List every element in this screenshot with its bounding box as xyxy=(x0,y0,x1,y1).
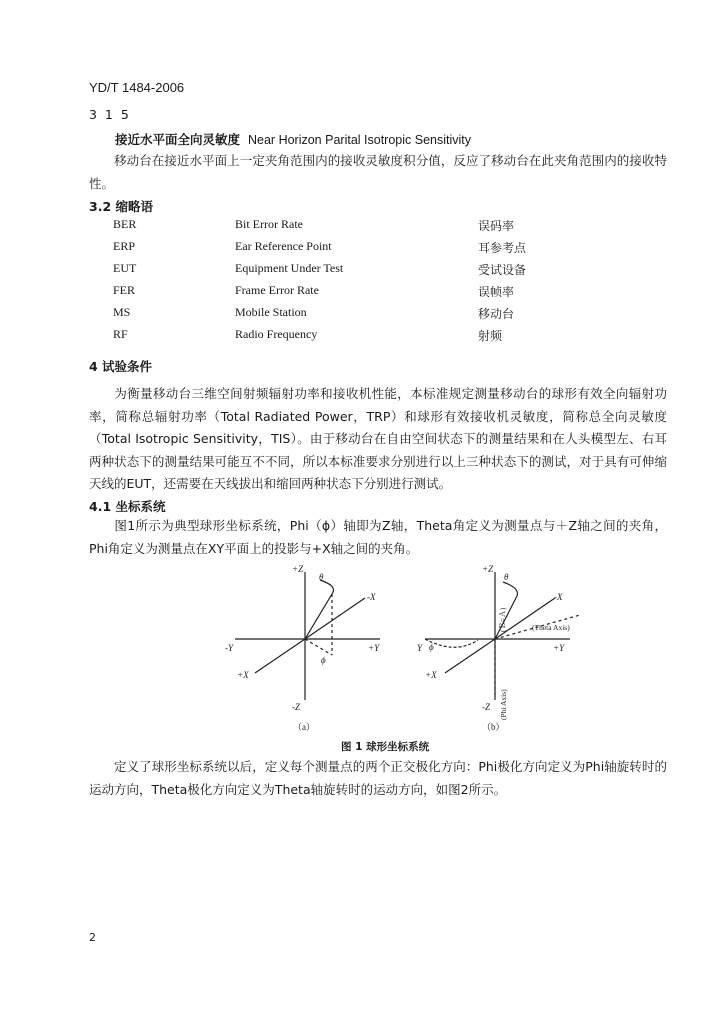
label-mx: -X xyxy=(554,592,563,602)
panel-b-label: （b） xyxy=(482,722,505,732)
paragraph-3-1-5 xyxy=(89,150,667,195)
abbreviation-chinese: 耳参考点 xyxy=(478,241,527,255)
label-mz: -Z xyxy=(292,702,301,712)
paragraph-closing xyxy=(89,756,667,801)
x-axis-pos xyxy=(255,639,305,673)
figure-1-diagram xyxy=(220,560,600,740)
abbreviation-full-name: Ear Reference Point xyxy=(235,239,332,253)
section-heading-4: 4 试验条件 xyxy=(89,359,153,374)
section-title-cn: 接近水平面全向灵敏度 xyxy=(115,132,241,147)
panel-a-axes xyxy=(235,572,380,700)
section-heading-3-2: 3.2 缩略语 xyxy=(89,199,153,214)
projection-xy xyxy=(305,639,332,655)
label-phi: ϕ xyxy=(321,655,326,665)
label-theta: θ xyxy=(319,572,324,582)
abbreviation-full-name: Mobile Station xyxy=(235,305,307,319)
doc-id: YD/T 1484-2006 xyxy=(89,80,185,95)
abbreviation-full-name: Equipment Under Test xyxy=(235,261,344,275)
label-pz: +Z xyxy=(292,564,304,574)
abbreviation-chinese: 误码率 xyxy=(478,219,515,233)
label-phi: ϕ xyxy=(429,642,434,652)
section-title-3-1-5 xyxy=(115,130,471,148)
label-py: +Y xyxy=(368,643,380,653)
x-axis-neg xyxy=(305,598,365,639)
section-heading-4-1: 4.1 坐标系统 xyxy=(89,499,166,514)
figure-1-caption: 图 1 球形坐标系统 xyxy=(341,741,430,753)
abbreviation-term: ERP xyxy=(113,239,136,253)
paragraph-4 xyxy=(89,383,667,496)
theta-arc xyxy=(503,582,517,596)
abbreviation-full-name: Bit Error Rate xyxy=(235,217,303,231)
paragraph-text: 移动台在接近水平面上一定夹角范围内的接收灵敏度积分值，反应了移动台在此夹角范围内的接收特性。 xyxy=(89,153,667,191)
abbreviation-full-name: Frame Error Rate xyxy=(235,283,319,297)
label-px: +X xyxy=(237,670,249,680)
vertical-annotation: (Ｂ=Ａ) xyxy=(498,607,507,632)
abbreviation-term: BER xyxy=(113,217,137,231)
paragraph-text: 定义了球形坐标系统以后，定义每个测量点的两个正交极化方向：Phi极化方向定义为Phi轴旋转时的运动方向，Theta极化方向定义为Theta轴旋转时的运动方向，如图2所示。 xyxy=(89,759,667,797)
abbreviation-full-name: Radio Frequency xyxy=(235,327,318,341)
abbreviation-chinese: 误帧率 xyxy=(478,285,515,299)
label-px: +X xyxy=(425,670,437,680)
panel-a-label: （a） xyxy=(293,722,315,732)
abbreviation-chinese: 射频 xyxy=(478,329,503,343)
abbreviation-term: RF xyxy=(113,327,128,341)
abbreviation-chinese: 受试设备 xyxy=(478,263,527,277)
paragraph-4-1 xyxy=(89,515,667,560)
measure-vector xyxy=(305,594,332,639)
label-my: -Y xyxy=(225,643,234,653)
theta-axis-annotation: (Theta Axis) xyxy=(532,623,570,632)
label-pz: +Z xyxy=(482,564,494,574)
label-y: Y xyxy=(417,643,423,653)
label-theta: θ xyxy=(504,572,509,582)
section-title-en: Near Horizon Parital Isotropic Sensitivity xyxy=(248,133,471,147)
abbreviation-chinese: 移动台 xyxy=(478,307,515,321)
label-mx: -X xyxy=(367,592,376,602)
section-number-3-1-5: 3 1 5 xyxy=(89,107,131,122)
label-py: +Y xyxy=(553,643,565,653)
abbreviation-term: EUT xyxy=(113,261,137,275)
paragraph-text: 为衡量移动台三维空间射频辐射功率和接收机性能，本标准规定测量移动台的球形有效全向辐射功率，简称总辐射功率（Total Radiated Power，TRP）和球形有效接收机灵敏度，简称总全向灵敏度（Total Isotropic Sensitivity，TIS）。由于移动台在自由空间状态下的测量结果和在人头模型左、右耳两种状态下的测量结果可能互不不同，所以本标准要求分别进行以上三种状态下的测试，对于具有可伸缩天线的EUT，还需要在天线拔出和缩回两种状态下分别进行测试。 xyxy=(89,386,667,491)
abbreviation-term: MS xyxy=(113,305,131,319)
phi-axis-annotation: (Phi Axis) xyxy=(499,689,508,720)
label-mz: -Z xyxy=(482,702,491,712)
theta-arc xyxy=(320,580,334,594)
paragraph-text: 图1所示为典型球形坐标系统，Phi（ϕ）轴即为Z轴，Theta角定义为测量点与＋Z轴之间的夹角，Phi角定义为测量点在XY平面上的投影与+X轴之间的夹角。 xyxy=(89,518,667,556)
page-number: 2 xyxy=(89,931,96,944)
abbreviation-term: FER xyxy=(113,283,136,297)
